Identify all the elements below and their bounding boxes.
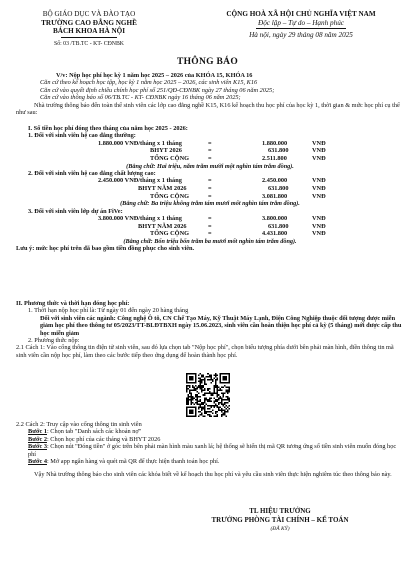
- step-1: [16, 428, 404, 435]
- fee-row: [16, 147, 404, 155]
- fee-unit: VNĐ: [312, 215, 326, 222]
- header-right-underline: [256, 28, 346, 29]
- deadline-line: 1. Thời hạn nộp học phí là: Từ ngày 01 đến ngày 20 hàng tháng: [28, 307, 189, 315]
- fee-eq: =: [208, 147, 212, 155]
- fee-unit: VNĐ: [312, 185, 326, 192]
- step-label: Bước 2: [28, 435, 47, 443]
- group1-heading: 1. Đối với sinh viên hệ cao đẳng thường:: [28, 132, 136, 140]
- document-number: Số: 03 /TB.TC - KT- CĐNBK: [54, 40, 124, 47]
- fee-label: BHYT NĂM 2026: [138, 222, 187, 230]
- payment-qr-code: [186, 373, 230, 417]
- fee-eq: =: [208, 230, 212, 238]
- exemption-note: Đối với sinh viên các ngành: Công nghệ Ô tô, CN Chế Tạo Máy, Kỹ Thuật Máy Lạnh, Điện Công Nghiệp thuộc đối tượng được miễn giảm học phí theo thông tư 05/2023/TT-BLĐTBXH ngày 15.06.2023, sinh viên cần hoàn thiện học phí cả kỳ (5 tháng) mới được cấp thu học miễn giảm: [40, 314, 402, 337]
- nation-motto: Độc lập – Tự do – Hạnh phúc: [258, 18, 344, 27]
- intro-paragraph: Nhà trường thông báo đến toàn thể sinh viên các lớp cao đẳng nghề K15, K16 kế hoạch thu học phí của học kỳ 1, thời gian & mức học phí cụ thể như sau:: [16, 101, 400, 117]
- subject-line: V/v: Nộp học phí học kỳ 1 năm học 2025 – 2026 của KHÓA 15, KHÓA 16: [56, 72, 253, 79]
- fee-eq: =: [208, 215, 212, 222]
- place-date: Hà nội, ngày 29 tháng 08 năm 2025: [249, 31, 353, 40]
- fee-unit: VNĐ: [312, 147, 326, 155]
- fee-label: BHYT 2026: [150, 147, 182, 155]
- step-text: : Chọn nút "Đóng tiền" ở góc trên bên phải màn hình màu xanh lá; hệ thống sẽ hiển thị mã QR tương ứng số tiền sinh viên muốn đóng học phí: [28, 443, 397, 458]
- fee-amount: 631.800: [268, 185, 289, 192]
- step-3: [16, 443, 404, 458]
- section-payment: [16, 300, 404, 359]
- step-label: Bước 3: [28, 443, 47, 451]
- fee-row: [16, 155, 404, 163]
- fee-unit: VNĐ: [312, 139, 326, 147]
- step-label: Bước 1: [28, 428, 47, 436]
- basis-3: Căn cứ vào thông báo số 06/TB.TC - KT- CĐNBK ngày 16 tháng 06 năm 2025;: [40, 94, 241, 102]
- step-2: [16, 436, 404, 443]
- fee-amount: 631.800: [268, 147, 289, 155]
- fee-unit: VNĐ: [312, 177, 326, 185]
- amount-in-words: (Bằng chữ: Ba triệu không trăm tám mươi mốt nghìn tám trăm đồng).: [120, 200, 300, 208]
- fee-label: TỔNG CỘNG: [150, 230, 190, 238]
- fee-label: 1.880.000 VNĐ/tháng x 1 tháng: [98, 139, 182, 147]
- fee-row: [16, 185, 404, 193]
- school-name-line1: TRƯỜNG CAO ĐẲNG NGHỀ: [41, 18, 137, 27]
- fee-eq: =: [208, 185, 212, 192]
- header-right: [196, 10, 406, 40]
- section-payment-way2: [16, 421, 404, 479]
- payment-method-title: 2. Phương thức nộp:: [28, 337, 80, 345]
- fee-amount: 631.800: [268, 222, 289, 230]
- fee-row: [16, 230, 404, 238]
- step-text: : Mở app ngân hàng và quét mã QR để thực hiện thanh toán học phí.: [46, 458, 220, 466]
- fee-remark: Lưu ý: mức học phí trên đã bao gồm tiền đồng phục cho sinh viên.: [16, 245, 195, 253]
- fee-label: 3.800.000 VNĐ/tháng x 1 tháng: [98, 215, 182, 222]
- fee-unit: VNĐ: [312, 230, 326, 238]
- payment-way-1: 2.1 Cách 1: Vào cổng thông tin điện tử sinh viên, sau đó lựa chọn tab "Nộp học phí", chọn biểu tượng phía dưới bên phải màn hình, điền thông tin mã sinh viên cần nộp học phí, làm theo các bước tiếp theo ứng dụng để hoàn thành học phí.: [16, 344, 394, 359]
- fee-row: [16, 223, 404, 231]
- closing-paragraph: Vậy Nhà trường thông báo cho sinh viên các khóa biết về kế hoạch thu học phí và yêu cầu sinh viên thực hiện nghiêm túc theo thông báo này.: [34, 471, 392, 479]
- step-text: : Chọn tab "Danh sách các khoản nợ": [46, 428, 142, 436]
- payment-way-2: 2.2 Cách 2: Truy cập vào cổng thông tin sinh viên: [16, 421, 142, 428]
- section-fees: [16, 125, 404, 253]
- fee-row: [16, 140, 404, 148]
- fee-eq: =: [208, 139, 212, 147]
- amount-in-words: (Bằng chữ: Bốn triệu bốn trăm ba mươi mốt nghìn tám trăm đồng).: [123, 237, 297, 245]
- fee-unit: VNĐ: [312, 155, 326, 162]
- fee-eq: =: [208, 222, 212, 230]
- fee-unit: VNĐ: [312, 192, 326, 200]
- preamble: [16, 72, 404, 116]
- fee-amount: 2.511.800: [262, 155, 287, 162]
- basis-2: Căn cứ vào quyết định chiều chính học phí số 251/QĐ-CĐNBK ngày 27 tháng 06 năm 2025;: [40, 86, 275, 94]
- fee-label: 2.450.000 VNĐ/tháng x 1 tháng: [98, 177, 182, 185]
- signature-line3: (ĐÃ KÝ): [270, 526, 290, 532]
- signature-line1: TL HIỆU TRƯỞNG: [249, 507, 311, 515]
- school-name-line2: BÁCH KHOA HÀ NỘI: [52, 27, 126, 36]
- document-header: [0, 10, 415, 56]
- nation-name: CỘNG HOÀ XÃ HỘI CHỦ NGHĨA VIỆT NAM: [226, 10, 376, 18]
- step-label: Bước 4: [28, 458, 47, 466]
- step-4: [16, 458, 404, 465]
- fee-label: TỔNG CỘNG: [150, 192, 190, 200]
- basis-1: Căn cứ theo kế hoạch học tập, học kỳ 1 năm học 2025 – 2026, các sinh viên K15, K16: [40, 79, 258, 87]
- fee-label: TỔNG CỘNG: [150, 155, 190, 162]
- fee-eq: =: [208, 155, 212, 162]
- group3-heading: 3. Đối với sinh viên lớp dự án FiVe:: [28, 207, 123, 215]
- fee-label: BHYT NĂM 2026: [138, 185, 187, 192]
- fee-amount: 2.450.000: [262, 177, 288, 185]
- section1-heading: I. Số tiền học phí đóng theo tháng của năm học 2025 - 2026:: [28, 125, 188, 132]
- amount-in-words: (Bằng chữ: Hai triệu, năm trăm mười một nghìn tám trăm đồng).: [126, 162, 294, 170]
- signature-block: [160, 507, 400, 534]
- signature-line2: TRƯỞNG PHÒNG TÀI CHÍNH – KẾ TOÁN: [211, 516, 349, 524]
- document-title: THÔNG BÁO: [176, 57, 239, 67]
- ministry-name: BỘ GIÁO DỤC VÀ ĐÀO TẠO: [42, 10, 136, 18]
- fee-unit: VNĐ: [312, 222, 326, 230]
- fee-amount: 1.880.000: [262, 139, 288, 147]
- step-text: : Chọn học phí của các tháng và BHYT 2026: [46, 435, 161, 443]
- fee-row: [16, 177, 404, 185]
- fee-amount: 3.081.800: [262, 192, 288, 200]
- fee-amount: 3.800.000: [262, 215, 288, 222]
- fee-row: [16, 193, 404, 201]
- header-left: [14, 10, 164, 48]
- header-left-underline: [61, 37, 117, 38]
- group2-heading: 2. Đối với sinh viên hệ cao đẳng chất lượng cao:: [28, 170, 156, 177]
- section2-heading: II. Phương thức và thời hạn đóng học phí:: [16, 300, 130, 307]
- fee-amount: 4.431.800: [262, 230, 288, 238]
- fee-eq: =: [208, 192, 212, 200]
- fee-row: [16, 215, 404, 223]
- fee-eq: =: [208, 177, 212, 185]
